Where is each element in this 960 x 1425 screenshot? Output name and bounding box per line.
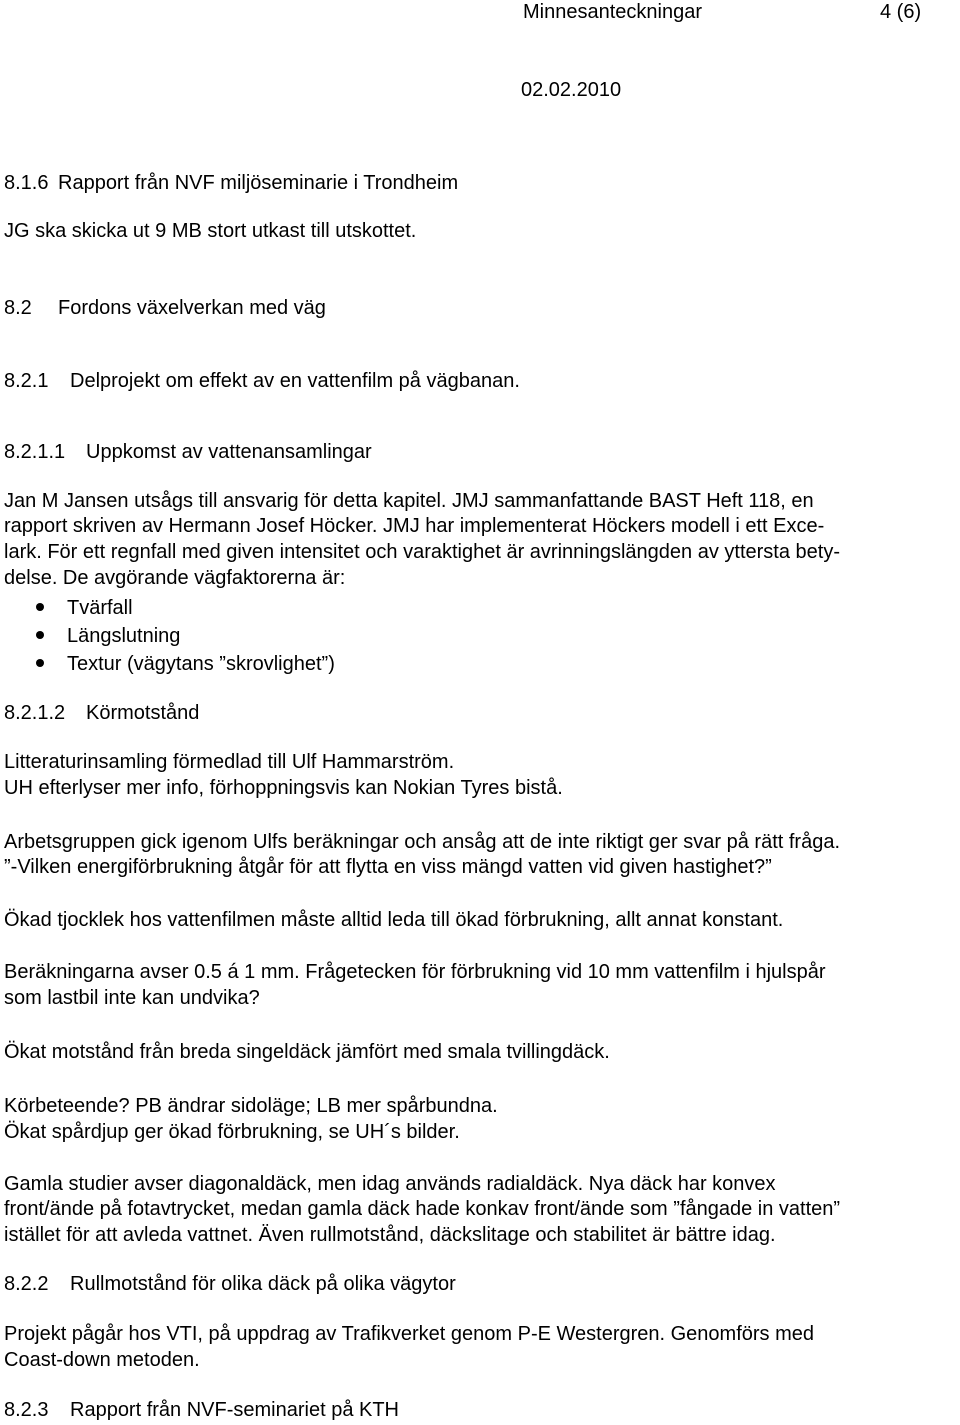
paragraph-line: Coast-down metoden. [4, 1349, 200, 1371]
heading-8-2-1 [4, 369, 520, 393]
bullet-icon [36, 603, 44, 611]
bullet-text: Tvärfall [67, 597, 133, 619]
heading-number: 8.2.3 [4, 1399, 49, 1421]
bullet-icon [36, 631, 44, 639]
heading-8-1-6 [4, 171, 458, 195]
heading-title: Rapport från NVF-seminariet på KTH [70, 1399, 400, 1421]
paragraph-line: istället för att avleda vattnet. Även rullmotstånd, däckslitage och stabilitet är bättre idag. [4, 1224, 776, 1246]
paragraph-line: UH efterlyser mer info, förhoppningsvis kan Nokian Tyres bistå. [4, 777, 563, 799]
heading-number: 8.2.1.1 [4, 441, 66, 463]
heading-number: 8.1.6 [4, 172, 49, 194]
paragraph-line: Jan M Jansen utsågs till ansvarig för detta kapitel. JMJ sammanfattande BAST Heft 118, en [4, 490, 814, 512]
bullet-item [36, 624, 180, 648]
heading-title: Körmotstånd [86, 702, 200, 724]
paragraph-line: front/ände på fotavtrycket, medan gamla däck hade konkav front/ände som ”fångade in vatten” [4, 1198, 841, 1220]
paragraph-line: rapport skriven av Hermann Josef Höcker. JMJ har implementerat Höckers modell i ett Exce- [4, 515, 825, 537]
heading-number: 8.2 [4, 297, 32, 319]
heading-number: 8.2.2 [4, 1273, 49, 1295]
bullet-text: Textur (vägytans ”skrovlighet”) [67, 653, 335, 675]
bullet-item [36, 652, 335, 676]
heading-number: 8.2.1.2 [4, 702, 66, 724]
paragraph-line: Arbetsgruppen gick igenom Ulfs beräkningar och ansåg att de inte riktigt ger svar på rätt fråga. [4, 831, 841, 853]
bullet-text: Längslutning [67, 625, 181, 647]
paragraph: Ökat motstånd från breda singeldäck jämfört med smala tvillingdäck. [4, 1041, 610, 1063]
heading-8-2-3 [4, 1398, 399, 1422]
paragraph-line: Ökat spårdjup ger ökad förbrukning, se UH´s bilder. [4, 1121, 460, 1143]
document-date: 02.02.2010 [521, 79, 622, 101]
heading-title: Fordons växelverkan med väg [58, 297, 326, 319]
paragraph-line: Gamla studier avser diagonaldäck, men idag används radialdäck. Nya däck har konvex [4, 1173, 776, 1195]
bullet-item [36, 596, 133, 620]
paragraph: Ökad tjocklek hos vattenfilmen måste alltid leda till ökad förbrukning, allt annat konstant. [4, 909, 784, 931]
page-number: 4 (6) [880, 1, 922, 23]
paragraph-line: som lastbil inte kan undvika? [4, 987, 260, 1009]
heading-number: 8.2.1 [4, 370, 49, 392]
heading-8-2 [4, 296, 326, 320]
paragraph-line: lark. För ett regnfall med given intensitet och varaktighet är avrinningslängden av yttersta bety- [4, 541, 840, 563]
paragraph-line: ”-Vilken energiförbrukning åtgår för att flytta en viss mängd vatten vid given hastighet?” [4, 856, 772, 878]
paragraph-line: Projekt pågår hos VTI, på uppdrag av Trafikverket genom P-E Westergren. Genomförs med [4, 1323, 815, 1345]
document-title: Minnesanteckningar [523, 1, 702, 23]
paragraph-line: Beräkningarna avser 0.5 á 1 mm. Frågetecken för förbrukning vid 10 mm vattenfilm i hjulspår [4, 961, 826, 983]
heading-title: Rullmotstånd för olika däck på olika vägytor [70, 1273, 456, 1295]
heading-8-2-2 [4, 1272, 456, 1296]
bullet-icon [36, 659, 44, 667]
heading-title: Uppkomst av vattenansamlingar [86, 441, 372, 463]
paragraph: JG ska skicka ut 9 MB stort utkast till utskottet. [4, 220, 417, 242]
paragraph-line: delse. De avgörande vägfaktorerna är: [4, 567, 346, 589]
paragraph-line: Körbeteende? PB ändrar sidoläge; LB mer spårbundna. [4, 1095, 498, 1117]
heading-title: Rapport från NVF miljöseminarie i Trondheim [58, 172, 459, 194]
heading-8-2-1-2 [4, 701, 199, 725]
heading-8-2-1-1 [4, 440, 372, 464]
heading-title: Delprojekt om effekt av en vattenfilm på vägbanan. [70, 370, 520, 392]
paragraph-line: Litteraturinsamling förmedlad till Ulf Hammarström. [4, 751, 455, 773]
